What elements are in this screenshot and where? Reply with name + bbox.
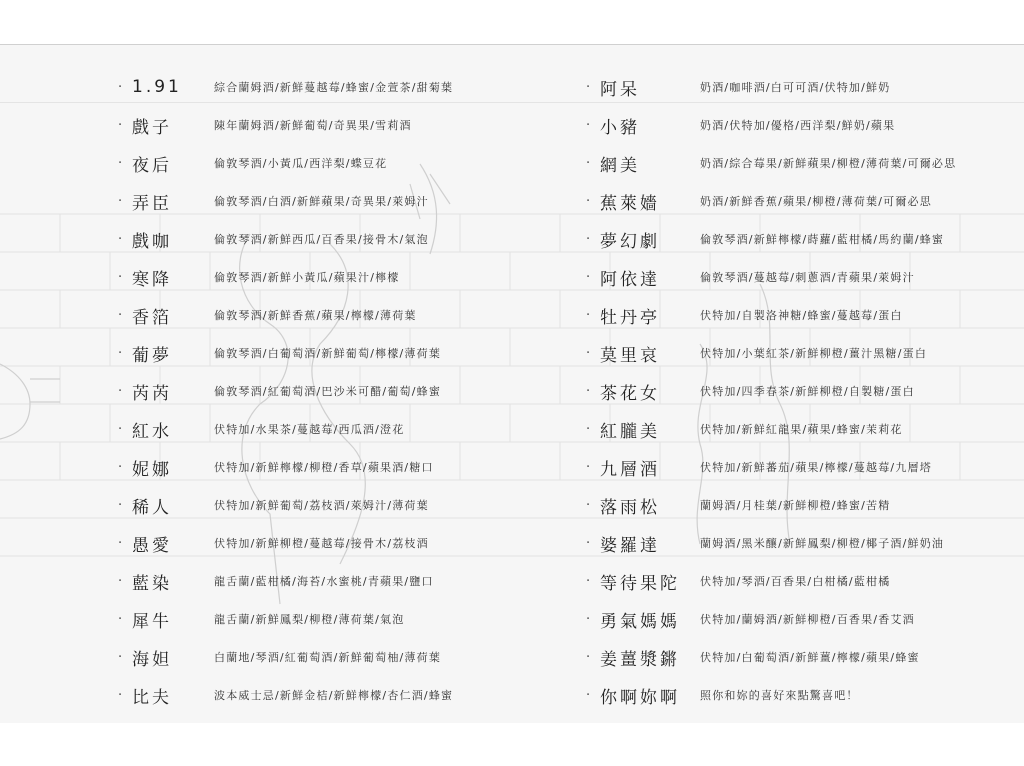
drink-ingredients: 伏特加/新鮮檸檬/柳橙/香草/蘋果酒/糖口 xyxy=(214,461,434,474)
menu-item xyxy=(118,642,441,672)
menu-item xyxy=(586,604,915,634)
drink-ingredients: 倫敦琴酒/紅葡萄酒/巴沙米可醋/葡萄/蜂蜜 xyxy=(214,385,442,398)
bullet: · xyxy=(586,307,591,323)
drink-ingredients: 倫敦琴酒/新鮮西瓜/百香果/接骨木/氣泡 xyxy=(214,233,429,246)
bullet: · xyxy=(586,345,591,361)
bullet: · xyxy=(118,459,123,475)
drink-name: 莫里哀 xyxy=(600,345,660,366)
bullet: · xyxy=(118,573,123,589)
drink-ingredients: 蘭姆酒/黑米釀/新鮮鳳梨/柳橙/椰子酒/鮮奶油 xyxy=(700,537,945,550)
drink-ingredients: 奶酒/伏特加/優格/西洋梨/鮮奶/蘋果 xyxy=(700,119,896,132)
menu-item xyxy=(118,566,434,596)
menu-item xyxy=(586,186,932,216)
drink-name: 勇氣媽媽 xyxy=(600,611,680,632)
menu-item xyxy=(586,262,915,292)
bullet: · xyxy=(586,383,591,399)
drink-name: 紅朧美 xyxy=(600,421,660,442)
drink-ingredients: 奶酒/綜合莓果/新鮮蘋果/柳橙/薄荷葉/可爾必思 xyxy=(700,157,957,170)
bullet: · xyxy=(586,421,591,437)
drink-ingredients: 陳年蘭姆酒/新鮮葡萄/奇異果/雪莉酒 xyxy=(214,119,412,132)
menu-item xyxy=(118,300,417,330)
menu-item xyxy=(586,338,927,368)
bullet: · xyxy=(586,459,591,475)
drink-ingredients: 奶酒/咖啡酒/白可可酒/伏特加/鮮奶 xyxy=(700,81,891,94)
bullet: · xyxy=(118,535,123,551)
drink-name: 等待果陀 xyxy=(600,573,680,594)
menu-item xyxy=(586,414,903,444)
drink-ingredients: 龍舌蘭/藍柑橘/海苔/水蜜桃/青蘋果/鹽口 xyxy=(214,575,434,588)
drink-name: 網美 xyxy=(600,155,640,176)
drink-name: 牡丹亭 xyxy=(600,307,660,328)
drink-name: 小豬 xyxy=(600,117,640,138)
bullet: · xyxy=(586,231,591,247)
drink-name: 愚愛 xyxy=(132,535,172,556)
menu-item xyxy=(118,680,453,710)
drink-ingredients: 伏特加/新鮮紅龍果/蘋果/蜂蜜/茉莉花 xyxy=(700,423,903,436)
bullet: · xyxy=(586,79,591,95)
drink-name: 戲咖 xyxy=(132,231,172,252)
drink-name: 阿呆 xyxy=(600,79,640,100)
menu-item xyxy=(586,224,944,254)
drink-name: 妮娜 xyxy=(132,459,172,480)
drink-ingredients: 伏特加/新鮮蕃茄/蘋果/檸檬/蔓越莓/九層塔 xyxy=(700,461,932,474)
drink-ingredients: 伏特加/新鮮葡萄/荔枝酒/萊姆汁/薄荷葉 xyxy=(214,499,429,512)
bullet: · xyxy=(586,649,591,665)
drink-ingredients: 伏特加/自製洛神糖/蜂蜜/蔓越莓/蛋白 xyxy=(700,309,903,322)
drink-name: 戲子 xyxy=(132,117,172,138)
bullet: · xyxy=(586,269,591,285)
bullet: · xyxy=(118,155,123,171)
drink-ingredients: 蘭姆酒/月桂葉/新鮮柳橙/蜂蜜/苦精 xyxy=(700,499,891,512)
menu-item xyxy=(118,110,412,140)
drink-name: 你啊妳啊 xyxy=(600,687,680,708)
bullet: · xyxy=(586,117,591,133)
bullet: · xyxy=(586,535,591,551)
menu-item xyxy=(118,528,429,558)
drink-ingredients: 伏特加/白葡萄酒/新鮮薑/檸檬/蘋果/蜂蜜 xyxy=(700,651,920,664)
menu-item xyxy=(118,148,387,178)
menu-item xyxy=(118,452,434,482)
bullet: · xyxy=(118,649,123,665)
drink-ingredients: 倫敦琴酒/小黃瓜/西洋梨/蝶豆花 xyxy=(214,157,388,170)
bullet: · xyxy=(118,687,123,703)
drink-ingredients: 倫敦琴酒/蔓越莓/刺蔥酒/青蘋果/萊姆汁 xyxy=(700,271,915,284)
drink-name: 1.91 xyxy=(132,77,182,97)
drink-name: 葡夢 xyxy=(132,345,172,366)
menu-item xyxy=(586,148,956,178)
drink-ingredients: 伏特加/四季春茶/新鮮柳橙/自製糖/蛋白 xyxy=(700,385,915,398)
drink-ingredients: 倫敦琴酒/新鮮香蕉/蘋果/檸檬/薄荷葉 xyxy=(214,309,417,322)
drink-ingredients: 倫敦琴酒/新鮮檸檬/蒔蘿/藍柑橘/馬約蘭/蜂蜜 xyxy=(700,233,945,246)
drink-name: 海妲 xyxy=(132,649,172,670)
menu-item xyxy=(118,490,429,520)
bullet: · xyxy=(118,79,123,95)
menu-item xyxy=(586,376,915,406)
menu-item xyxy=(586,490,890,520)
menu-item xyxy=(118,186,429,216)
bullet: · xyxy=(118,193,123,209)
bullet: · xyxy=(586,611,591,627)
bullet: · xyxy=(586,193,591,209)
drink-name: 夜后 xyxy=(132,155,172,176)
drink-name: 婆羅達 xyxy=(600,535,660,556)
bullet: · xyxy=(118,383,123,399)
drink-name: 寒降 xyxy=(132,269,172,290)
menu-item xyxy=(586,642,920,672)
drink-ingredients: 伏特加/小葉紅茶/新鮮柳橙/薑汁黑糖/蛋白 xyxy=(700,347,928,360)
drink-name: 阿依達 xyxy=(600,269,660,290)
menu-item xyxy=(586,452,932,482)
drink-ingredients: 伏特加/新鮮柳橙/蔓越莓/接骨木/荔枝酒 xyxy=(214,537,429,550)
drink-name: 藍染 xyxy=(132,573,172,594)
drink-name: 芮芮 xyxy=(132,383,172,404)
drink-name: 茶花女 xyxy=(600,383,660,404)
drink-name: 落雨松 xyxy=(600,497,660,518)
drink-name: 九層酒 xyxy=(600,459,660,480)
drink-name: 比夫 xyxy=(132,687,172,708)
menu-item xyxy=(118,604,404,634)
menu-item xyxy=(586,72,890,102)
bullet: · xyxy=(118,421,123,437)
drink-ingredients: 倫敦琴酒/白酒/新鮮蘋果/奇異果/萊姆汁 xyxy=(214,195,429,208)
menu-item xyxy=(118,338,441,368)
menu-item xyxy=(118,376,441,406)
drink-name: 夢幻劇 xyxy=(600,231,660,252)
bullet: · xyxy=(118,117,123,133)
drink-ingredients: 龍舌蘭/新鮮鳳梨/柳橙/薄荷葉/氣泡 xyxy=(214,613,405,626)
drink-ingredients: 波本威士忌/新鮮金桔/新鮮檸檬/杏仁酒/蜂蜜 xyxy=(214,689,454,702)
menu-item xyxy=(118,262,400,292)
drink-name: 蕉萊嬙 xyxy=(600,193,660,214)
drink-ingredients: 伏特加/蘭姆酒/新鮮柳橙/百香果/香艾酒 xyxy=(700,613,915,626)
drink-ingredients: 奶酒/新鮮香蕉/蘋果/柳橙/薄荷葉/可爾必思 xyxy=(700,195,932,208)
menu-item xyxy=(118,72,453,102)
drink-ingredients: 倫敦琴酒/白葡萄酒/新鮮葡萄/檸檬/薄荷葉 xyxy=(214,347,442,360)
menu-item xyxy=(586,528,944,558)
drink-name: 犀牛 xyxy=(132,611,172,632)
menu-item xyxy=(118,224,429,254)
drink-name: 香箔 xyxy=(132,307,172,328)
drink-name: 姜薑漿鏘 xyxy=(600,649,680,670)
menu-item xyxy=(586,300,903,330)
bullet: · xyxy=(118,497,123,513)
drink-name: 稀人 xyxy=(132,497,172,518)
drink-ingredients: 倫敦琴酒/新鮮小黃瓜/蘋果汁/檸檬 xyxy=(214,271,400,284)
bullet: · xyxy=(118,269,123,285)
drink-ingredients: 綜合蘭姆酒/新鮮蔓越莓/蜂蜜/金萱茶/甜菊葉 xyxy=(214,81,454,94)
bullet: · xyxy=(586,497,591,513)
bullet: · xyxy=(118,345,123,361)
drink-ingredients: 白蘭地/琴酒/紅葡萄酒/新鮮葡萄柚/薄荷葉 xyxy=(214,651,442,664)
drink-ingredients: 照你和妳的喜好來點驚喜吧！ xyxy=(700,689,859,702)
drink-ingredients: 伏特加/水果茶/蔓越莓/西瓜酒/澄花 xyxy=(214,423,405,436)
drink-name: 紅水 xyxy=(132,421,172,442)
bullet: · xyxy=(586,155,591,171)
bullet: · xyxy=(118,611,123,627)
bullet: · xyxy=(586,687,591,703)
menu-item xyxy=(586,680,859,710)
bullet: · xyxy=(586,573,591,589)
menu-item xyxy=(118,414,404,444)
menu-item xyxy=(586,110,895,140)
bullet: · xyxy=(118,231,123,247)
menu-item xyxy=(586,566,890,596)
bullet: · xyxy=(118,307,123,323)
drink-ingredients: 伏特加/琴酒/百香果/白柑橘/藍柑橘 xyxy=(700,575,891,588)
drink-name: 弄臣 xyxy=(132,193,172,214)
